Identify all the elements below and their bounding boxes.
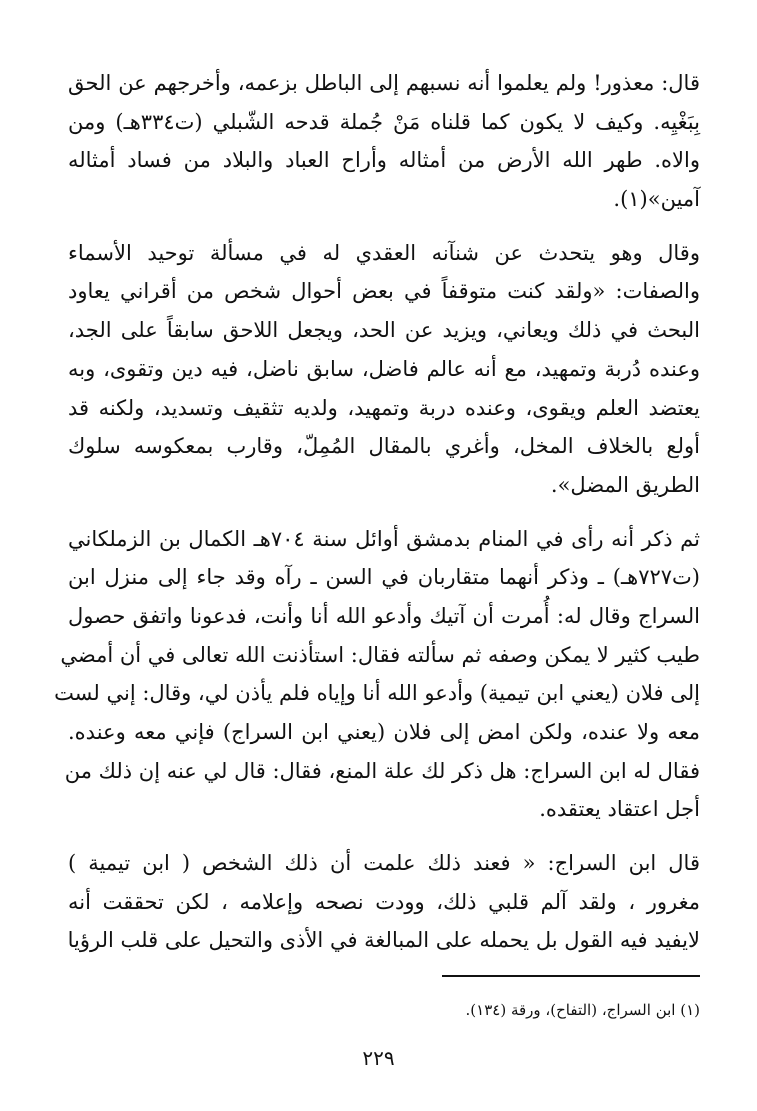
text-line: وقال وهو يتحدث عن شنآنه العقدي له في مسألة توحيد الأسماء (68, 240, 700, 265)
text-line: (ت٧٢٧هـ) ـ وذكر أنهما متقاربان في السن ـ رآه وقد جاء إلى منزل ابن (68, 565, 700, 590)
text-line: لايفيد فيه القول بل يحمله على المبالغة في الأذى والتحيل على قلب الرؤيا (67, 928, 700, 953)
footnote: (١) ابن السراج، (التفاح)، ورقة (١٣٤). (465, 1001, 700, 1019)
text-line: أولع بالخلاف المخل، وأغري بالمقال المُمِلّ، وقارب بمعكوسه سلوك (68, 434, 700, 459)
text-line: قال ابن السراج: « فعند ذلك علمت أن ذلك الشخص ( ابن تيمية ) (68, 851, 700, 876)
text-line: والاه. طهر الله الأرض من أمثاله وأراح العباد والبلاد من فساد أمثاله (68, 148, 700, 173)
text-line: الطريق المضل». (550, 472, 700, 497)
text-line: بِبَغْيِه. وكيف لا يكون كما قلناه مَنْ جُملة قدحه الشّبلي (ت٣٣٤هـ) ومن (68, 109, 700, 134)
paragraph (68, 64, 700, 219)
text-line: السراج وقال له: أُمرت أن آتيك وأدعو الله أنا وأنت، فدعونا واتفق حصول (68, 603, 700, 628)
paragraph (54, 520, 700, 830)
text-line: طيب كثير لا يمكن وصفه ثم سألته فقال: استأذنت الله تعالى في أن أمضي (60, 642, 700, 667)
text-line: معه ولا عنده، ولكن امض إلى فلان (يعني ابن السراج) فإني معه وعنده. (68, 720, 700, 744)
text-line: إلى فلان (يعني ابن تيمية) وأدعو الله أنا وإياه فلم يأذن لي، وقال: إني لست (54, 681, 700, 706)
text-line: مغرور ، ولقد آلم قلبي ذلك، وودت نصحه وإعلامه ، لكن تحققت أنه (68, 889, 700, 914)
page-number: ٢٢٩ (362, 1046, 395, 1070)
footnote-separator (442, 975, 700, 977)
paragraph (68, 844, 700, 960)
text-line: قال: معذور! ولم يعلموا أنه نسبهم إلى الباطل بزعمه، وأخرجهم عن الحق (68, 71, 700, 95)
text-line: والصفات: «ولقد كنت متوقفاً في بعض أحوال شخص من أقراني يعاود (68, 279, 700, 304)
text-line: فقال له ابن السراج: هل ذكر لك علة المنع، فقال: قال لي عنه إن ذلك من (64, 758, 700, 783)
paragraph (68, 234, 700, 505)
text-line: أجل اعتقاد يعتقده. (539, 797, 700, 822)
text-line: وعنده دُربة وتمهيد، مع أنه عالم فاضل، سابق ناضل، فيه دين وتقوى، وبه (68, 356, 700, 381)
text-line: البحث في ذلك ويعاني، ويزيد عن الحد، ويجعل اللاحق سابقاً على الجد، (68, 318, 700, 343)
text-line: آمين»(١). (613, 187, 700, 212)
text-line: يعتضد العلم ويقوى، وعنده دربة وتمهيد، ولديه تثقيف وتسديد، ولكنه قد (68, 395, 700, 420)
text-line: ثم ذكر أنه رأى في المنام بدمشق أوائل سنة ٧٠٤هـ الكمال بن الزملكاني (68, 526, 700, 551)
main-text (54, 64, 700, 960)
